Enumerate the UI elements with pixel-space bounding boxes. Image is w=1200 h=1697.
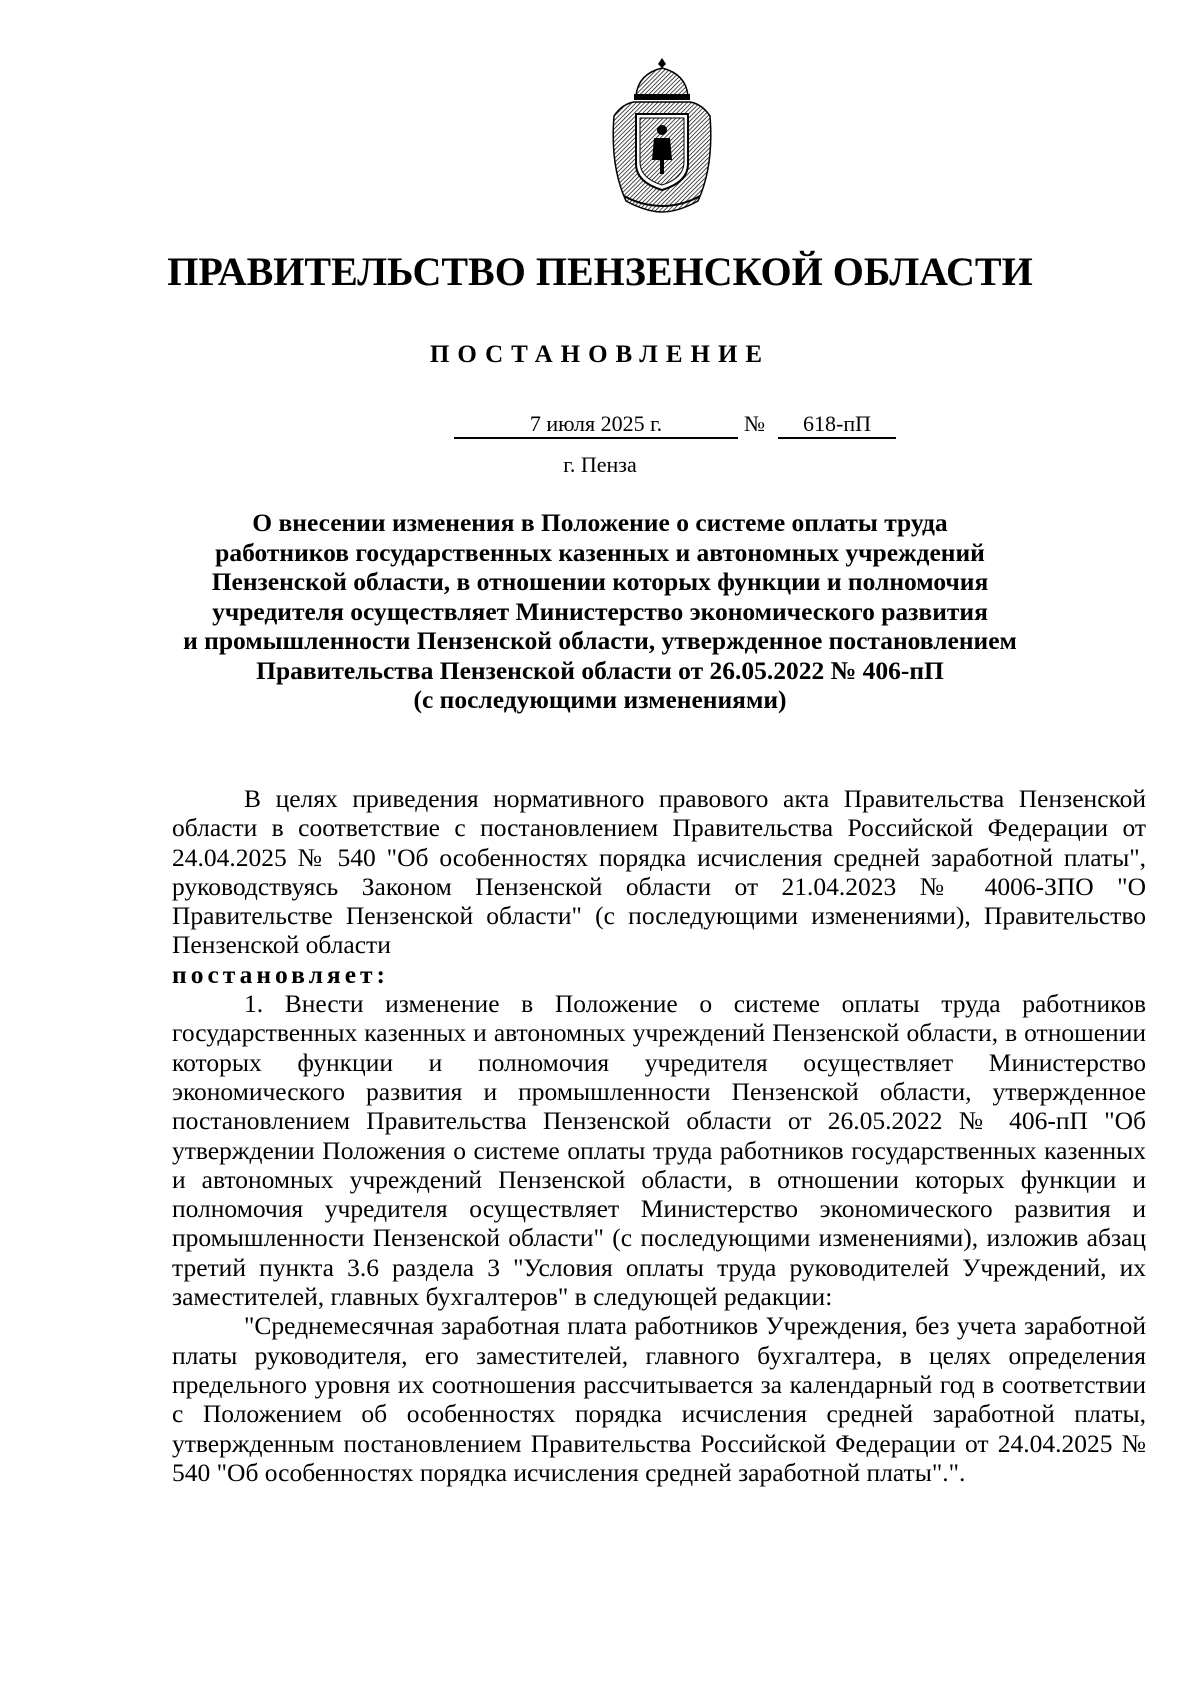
document-number: 618-пП [778,411,896,439]
document-date: 7 июля 2025 г. [454,411,738,439]
subject-line: (с последующими изменениями) [413,685,787,714]
penza-coat-of-arms-icon [606,56,718,214]
subject-line: учредителя осуществляет Министерство экономического развития [212,596,988,626]
number-sign: № [744,411,765,436]
subject-line: и промышленности Пензенской области, утвержденное постановлением [183,626,1017,655]
subject-line: работников государственных казенных и автономных учреждений [215,537,985,567]
preamble-paragraph: В целях приведения нормативного правового акта Правительства Пензенской области в соответствие с постановлением Правительства Российской Федерации от 24.04.2025 № 540 "Об особенностях порядка исчисления средней заработной платы", руководствуясь Законом Пензенской области от 21.04.2023 № 4006-ЗПО "О Правительстве Пензенской области" (с последующими изменениями), Правительство Пензенской области [172,784,1146,960]
document-city: г. Пенза [563,452,637,477]
document-subject [150,508,1050,715]
document-type-heading: ПОСТАНОВЛЕНИЕ [429,341,771,368]
decree-paragraph [172,960,1146,989]
decree-word: постановляет: [172,959,390,989]
document-body [172,784,1146,1487]
subject-line: Правительства Пензенской области от 26.05.2022 № 406-пП [256,655,944,685]
organization-title: ПРАВИТЕЛЬСТВО ПЕНЗЕНСКОЙ ОБЛАСТИ [167,249,1033,294]
subject-line: Пензенской области, в отношении которых функции и полномочия [211,567,989,596]
subject-line: О внесении изменения в Положение о системе оплаты труда [252,508,948,537]
item-1-paragraph: 1. Внести изменение в Положение о системе оплаты труда работников государственных казенных и автономных учреждений Пензенской области, в отношении которых функции и полномочия учредителя осуществляет Министерство экономического развития и промышленности Пензенской области, утвержденное постановлением Правительства Пензенской области от 26.05.2022 № 406-пП "Об утверждении Положения о системе оплаты труда работников государственных казенных и автономных учреждений Пензенской области, в отношении которых функции и полномочия учредителя осуществляет Министерство экономического развития и промышленности Пензенской области" (с последующими изменениями), изложив абзац третий пункта 3.6 раздела 3 "Условия оплаты труда руководителей Учреждений, их заместителей, главных бухгалтеров" в следующей редакции: [172,989,1146,1312]
quote-paragraph: "Среднемесячная заработная плата работников Учреждения, без учета заработной платы руководителя, его заместителей, главного бухгалтера, в целях определения предельного уровня их соотношения рассчитывается за календарный год в соответствии с Положением об особенностях порядка исчисления средней заработной платы, утвержденным постановлением Правительства Российской Федерации от 24.04.2025 № 540 "Об особенностях порядка исчисления средней заработной платы".". [172,1311,1146,1487]
